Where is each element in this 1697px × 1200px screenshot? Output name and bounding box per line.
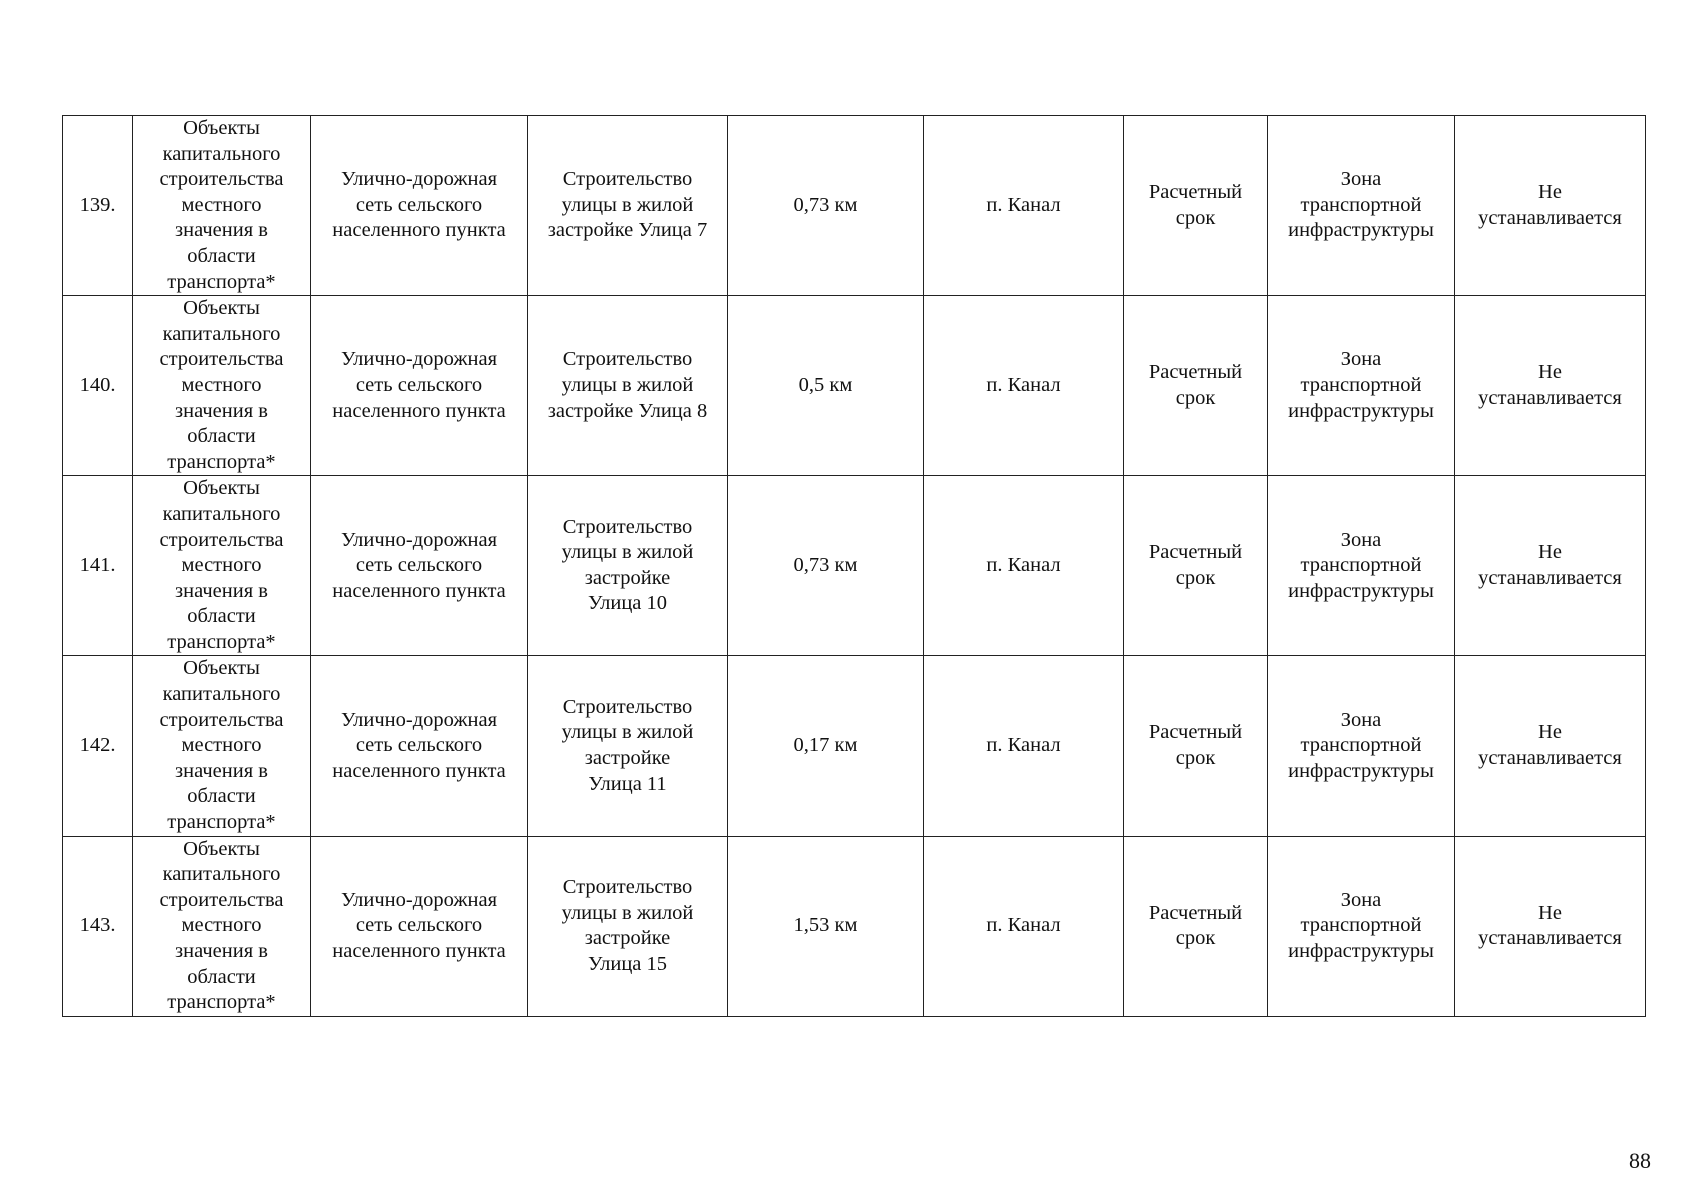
object-type-cell (311, 476, 528, 656)
category-cell-text: Объекты капитального строительства местного значения в области транспорта* (159, 297, 284, 473)
object-type-cell (311, 656, 528, 836)
location-cell-text: п. Канал (986, 914, 1061, 937)
row-number-cell (63, 116, 133, 296)
location-cell-text: п. Канал (986, 734, 1061, 757)
term-cell-text: Расчетный срок (1148, 361, 1243, 409)
object-type-cell-text: Улично-дорожная сеть сельского населенного пункта (332, 348, 506, 422)
row-number-cell (63, 656, 133, 836)
restriction-cell-text: Не устанавливается (1478, 721, 1622, 770)
restriction-cell (1455, 656, 1646, 836)
length-cell (728, 296, 924, 476)
zone-cell-text: Зона транспортной инфраструктуры (1288, 708, 1434, 782)
zone-cell (1268, 656, 1455, 836)
category-cell-text: Объекты капитального строительства местного значения в области транспорта* (159, 657, 284, 834)
term-cell (1124, 476, 1268, 656)
restriction-cell-text: Не устанавливается (1478, 901, 1622, 950)
term-cell (1124, 836, 1268, 1016)
description-cell (528, 836, 728, 1016)
object-type-cell (311, 116, 528, 296)
description-cell (528, 116, 728, 296)
zone-cell-text: Зона транспортной инфраструктуры (1288, 168, 1434, 242)
table-row (63, 836, 1646, 1016)
table-row (63, 116, 1646, 296)
restriction-cell (1455, 836, 1646, 1016)
term-cell-text: Расчетный срок (1148, 901, 1243, 950)
category-cell (133, 836, 311, 1016)
category-cell (133, 476, 311, 656)
description-cell-text: Строительство улицы в жилой застройке Улица 15 (561, 876, 694, 975)
restriction-cell (1455, 296, 1646, 476)
location-cell (924, 476, 1124, 656)
term-cell-text: Расчетный срок (1148, 541, 1243, 589)
category-cell (133, 656, 311, 836)
zone-cell (1268, 116, 1455, 296)
restriction-cell-text: Не устанавливается (1478, 541, 1622, 589)
row-number-cell (63, 296, 133, 476)
restriction-cell (1455, 476, 1646, 656)
page-number: 88 (1629, 1148, 1651, 1173)
category-cell-text: Объекты капитального строительства местного значения в области транспорта* (159, 477, 284, 653)
zone-cell-text: Зона транспортной инфраструктуры (1288, 888, 1434, 962)
row-number-cell (63, 476, 133, 656)
object-type-cell (311, 296, 528, 476)
zone-cell (1268, 296, 1455, 476)
row-number-cell-text: 141. (79, 554, 116, 577)
object-type-cell-text: Улично-дорожная сеть сельского населенного пункта (332, 168, 506, 242)
restriction-cell (1455, 116, 1646, 296)
category-cell (133, 116, 311, 296)
zone-cell (1268, 836, 1455, 1016)
restriction-cell-text: Не устанавливается (1478, 361, 1622, 409)
category-cell (133, 296, 311, 476)
term-cell-text: Расчетный срок (1148, 721, 1243, 770)
description-cell-text: Строительство улицы в жилой застройке Улица 10 (561, 515, 694, 615)
zone-cell-text: Зона транспортной инфраструктуры (1288, 348, 1434, 422)
length-cell (728, 116, 924, 296)
length-cell (728, 656, 924, 836)
zone-cell (1268, 476, 1455, 656)
category-cell-text: Объекты капитального строительства местного значения в области транспорта* (159, 117, 284, 293)
category-cell-text: Объекты капитального строительства местного значения в области транспорта* (159, 837, 284, 1014)
length-cell-text: 0,73 км (793, 554, 858, 577)
length-cell-text: 0,73 км (793, 193, 858, 216)
row-number-cell-text: 143. (79, 914, 116, 937)
zone-cell-text: Зона транспортной инфраструктуры (1288, 528, 1434, 602)
term-cell (1124, 656, 1268, 836)
description-cell-text: Строительство улицы в жилой застройке Улица 11 (561, 695, 694, 795)
row-number-cell-text: 140. (79, 373, 116, 396)
location-cell (924, 116, 1124, 296)
table-row (63, 476, 1646, 656)
row-number-cell-text: 142. (79, 734, 116, 757)
description-cell-text: Строительство улицы в жилой застройке Улица 8 (547, 348, 708, 422)
length-cell-text: 0,17 км (793, 734, 858, 757)
length-cell (728, 836, 924, 1016)
description-cell (528, 296, 728, 476)
table-body (63, 116, 1646, 1017)
description-cell (528, 476, 728, 656)
length-cell-text: 1,53 км (793, 914, 858, 937)
objects-table (62, 115, 1646, 1017)
object-type-cell-text: Улично-дорожная сеть сельского населенного пункта (332, 528, 506, 602)
object-type-cell (311, 836, 528, 1016)
length-cell-text: 0,5 км (798, 373, 853, 396)
term-cell (1124, 296, 1268, 476)
description-cell-text: Строительство улицы в жилой застройке Улица 7 (547, 168, 708, 242)
term-cell-text: Расчетный срок (1148, 180, 1243, 229)
restriction-cell-text: Не устанавливается (1478, 180, 1622, 229)
length-cell (728, 476, 924, 656)
object-type-cell-text: Улично-дорожная сеть сельского населенного пункта (332, 708, 506, 782)
location-cell (924, 296, 1124, 476)
location-cell-text: п. Канал (986, 554, 1061, 577)
object-type-cell-text: Улично-дорожная сеть сельского населенного пункта (332, 888, 506, 962)
location-cell (924, 836, 1124, 1016)
location-cell (924, 656, 1124, 836)
term-cell (1124, 116, 1268, 296)
table-row (63, 656, 1646, 836)
location-cell-text: п. Канал (986, 193, 1061, 216)
row-number-cell-text: 139. (79, 193, 116, 216)
location-cell-text: п. Канал (986, 373, 1061, 396)
description-cell (528, 656, 728, 836)
table-row (63, 296, 1646, 476)
row-number-cell (63, 836, 133, 1016)
